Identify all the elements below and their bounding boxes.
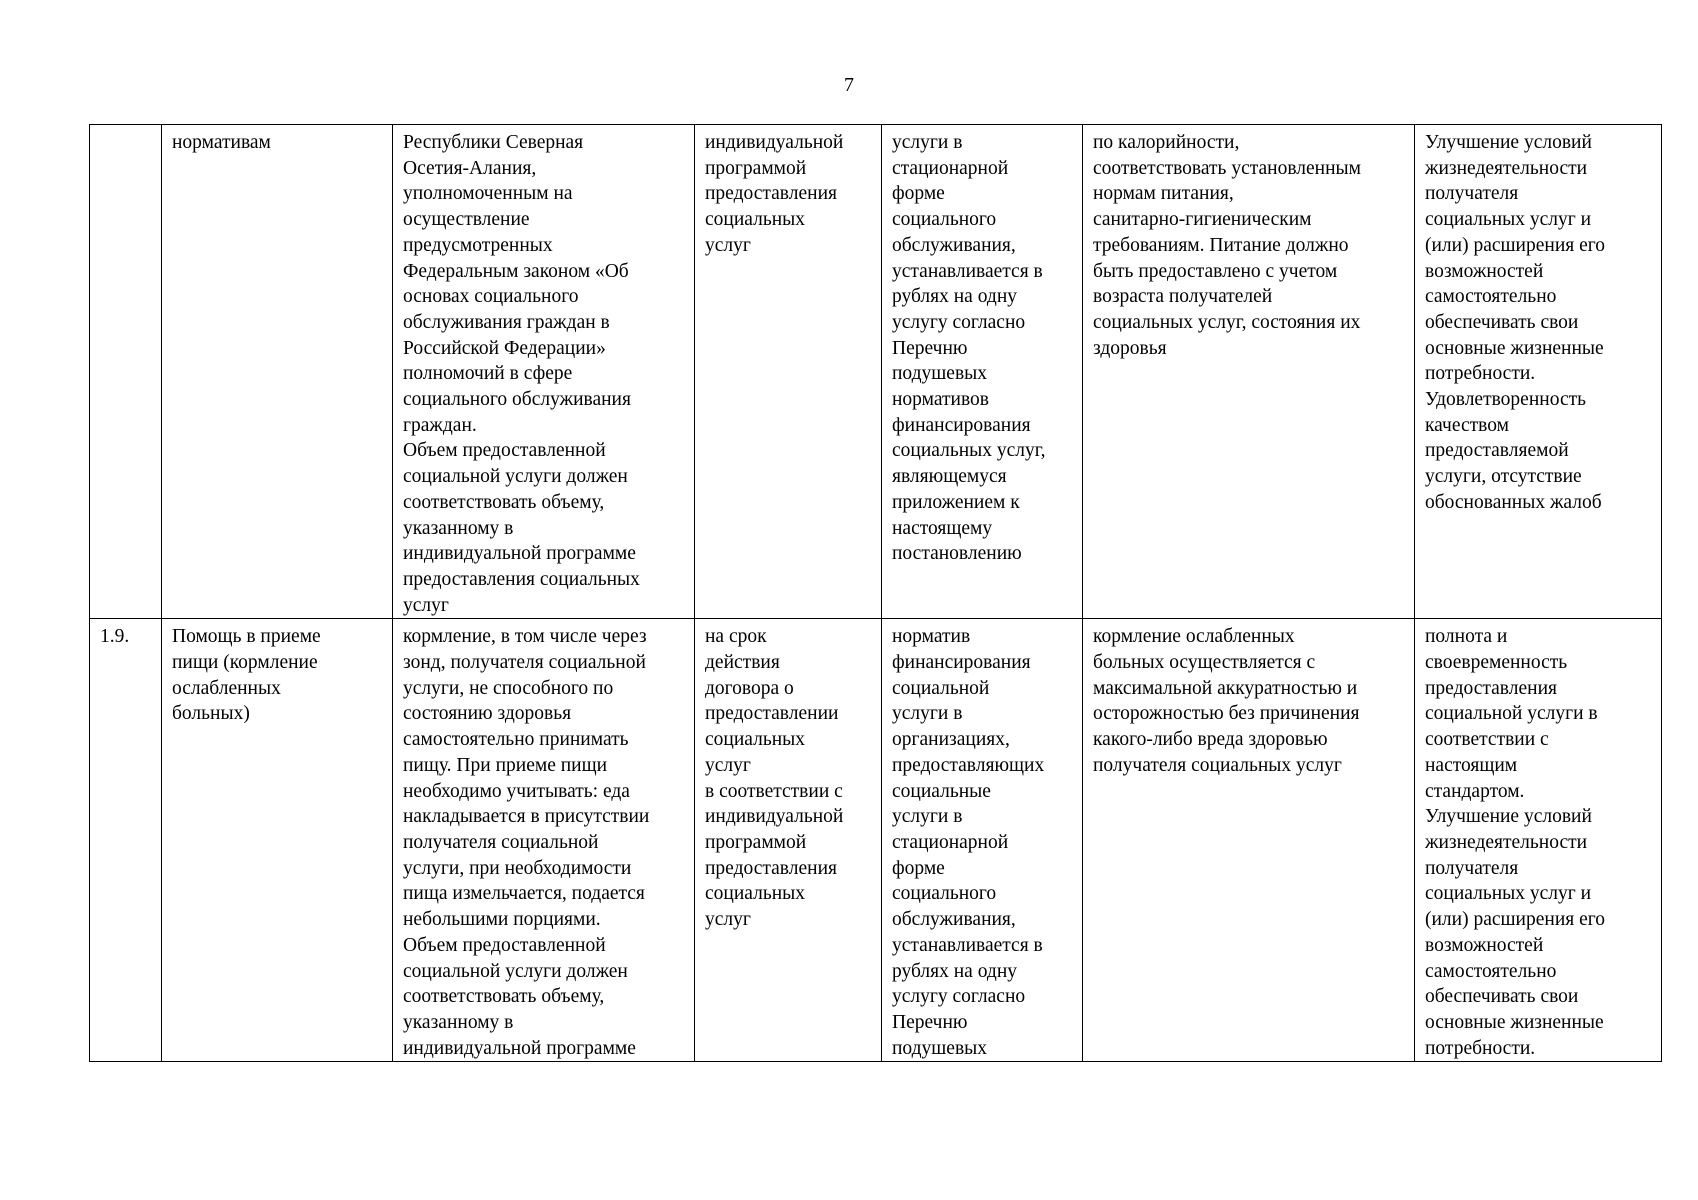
services-table <box>89 124 1662 1062</box>
table-row <box>90 125 1662 619</box>
cell-service-term: на срок действия договора о предоставлении социальных услуг в соответствии с индивидуальной программой предоставления социальных услуг <box>695 619 882 1062</box>
cell-financing-norm: норматив финансирования социальной услуги в организациях, предоставляющих социальные услуги в стационарной форме социального обслуживания, устанавливается в рублях на одну услугу согласно Перечню подушевых <box>882 619 1083 1062</box>
page-number: 7 <box>844 74 854 96</box>
cell-service-description: кормление, в том числе через зонд, получателя социальной услуги, не способного по состоянию здоровья самостоятельно принимать пищу. При приеме пищи необходимо учитывать: еда накладывается в присутствии получателя социальной услуги, при необходимости пища измельчается, подается небольшими порциями. Объем предоставленной социальной услуги должен соответствовать объему, указанному в индивидуальной программе <box>393 619 695 1062</box>
cell-financing-norm: услуги в стационарной форме социального обслуживания, устанавливается в рублях на одну услугу согласно Перечню подушевых нормативов финансирования социальных услуг, являющемуся приложением к настоящему постановлению <box>882 125 1083 619</box>
cell-service-name: нормативам <box>162 125 393 619</box>
cell-service-name: Помощь в приеме пищи (кормление ослабленных больных) <box>162 619 393 1062</box>
cell-evaluation: полнота и своевременность предоставления социальной услуги в соответствии с настоящим стандартом. Улучшение условий жизнедеятельности получателя социальных услуг и (или) расширения его возможностей самостоятельно обеспечивать свои основные жизненные потребности. <box>1415 619 1662 1062</box>
cell-quality-indicators: по калорийности, соответствовать установленным нормам питания, санитарно-гигиеническим требованиям. Питание должно быть предоставлено с учетом возраста получателей социальных услуг, состояния их здоровья <box>1083 125 1415 619</box>
cell-number: 1.9. <box>90 619 162 1062</box>
cell-service-term: индивидуальной программой предоставления социальных услуг <box>695 125 882 619</box>
cell-evaluation: Улучшение условий жизнедеятельности получателя социальных услуг и (или) расширения его возможностей самостоятельно обеспечивать свои основные жизненные потребности. Удовлетворенность качеством предоставляемой услуги, отсутствие обоснованных жалоб <box>1415 125 1662 619</box>
cell-number <box>90 125 162 619</box>
table-row <box>90 619 1662 1062</box>
cell-quality-indicators: кормление ослабленных больных осуществляется с максимальной аккуратностью и осторожностью без причинения какого-либо вреда здоровью получателя социальных услуг <box>1083 619 1415 1062</box>
cell-service-description: Республики Северная Осетия-Алания, уполномоченным на осуществление предусмотренных Федеральным законом «Об основах социального обслуживания граждан в Российской Федерации» полномочий в сфере социального обслуживания граждан. Объем предоставленной социальной услуги должен соответствовать объему, указанному в индивидуальной программе предоставления социальных услуг <box>393 125 695 619</box>
